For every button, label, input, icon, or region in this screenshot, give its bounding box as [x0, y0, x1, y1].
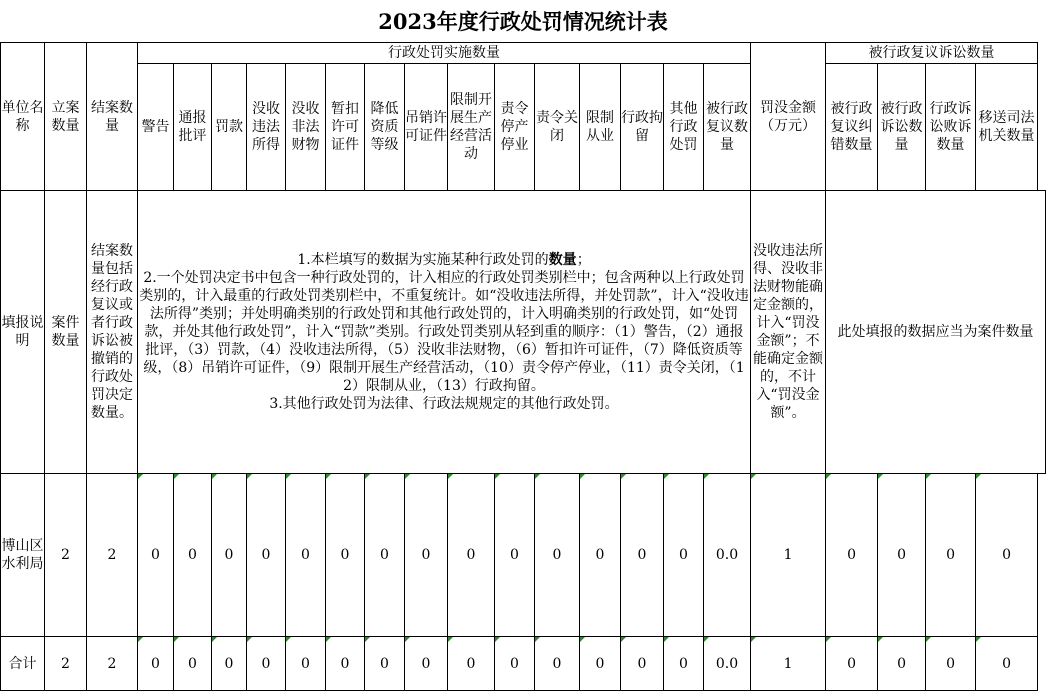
- header-type: 责令关闭: [535, 64, 580, 191]
- row-type-value: 0: [405, 637, 448, 691]
- header-filed: 立案数量: [45, 43, 87, 191]
- header-review: 被行政诉讼数量: [878, 64, 926, 191]
- header-type: 警告: [138, 64, 174, 191]
- row-type-value: 0: [664, 637, 704, 691]
- row-type-value: 0: [138, 474, 174, 637]
- row-closed: 2: [87, 474, 138, 637]
- row-filed: 2: [45, 637, 87, 691]
- header-type: 通报批评: [174, 64, 212, 191]
- notes-penalty: [138, 191, 751, 474]
- row-type-value: 0: [621, 474, 664, 637]
- row-type-value: 0: [286, 474, 326, 637]
- header-type: 其他行政处罚: [664, 64, 704, 191]
- notes-penalty-line: 3.其他行政处罚为法律、行政法规规定的其他行政处罚。: [269, 396, 619, 412]
- notes-row: [1, 191, 1046, 474]
- header-unit: 单位名称: [1, 43, 45, 191]
- row-type-value: 0: [535, 474, 580, 637]
- row-type-value: 0: [247, 637, 286, 691]
- row-type-value: 0: [212, 637, 247, 691]
- notes-confiscation: 没收违法所得、没收非法财物能确定金额的，计入“罚没金额”；不能确定金额的，不计入“罚没金额”。: [751, 191, 826, 474]
- header-type: 责令停产停业: [495, 64, 535, 191]
- header-type: 限制从业: [580, 64, 621, 191]
- row-review-value: 0: [878, 474, 926, 637]
- row-type-value: 0: [365, 637, 405, 691]
- row-type-value: 0: [365, 474, 405, 637]
- header-review-group: 被行政复议诉讼数量: [826, 43, 1038, 64]
- notes-closed: 结案数量包括经行政复议或者行政诉讼被撤销的行政处罚决定数量。: [87, 191, 138, 474]
- row-type-value: 0: [580, 474, 621, 637]
- row-type-value: 0: [405, 474, 448, 637]
- row-review-value: 0: [926, 474, 976, 637]
- row-review-value: 1: [751, 637, 826, 691]
- header-type: 暂扣许可证件: [326, 64, 365, 191]
- row-confiscation: 0.0: [704, 637, 751, 691]
- row-type-value: 0: [138, 637, 174, 691]
- header-type: 罚款: [212, 64, 247, 191]
- row-type-value: 0: [212, 474, 247, 637]
- header-closed: 结案数量: [87, 43, 138, 191]
- header-type: 吊销许可证件: [405, 64, 448, 191]
- row-type-value: 0: [495, 637, 535, 691]
- row-type-value: 0: [174, 474, 212, 637]
- header-review: 被行政复议数量: [704, 64, 751, 191]
- header-type: 降低资质等级: [365, 64, 405, 191]
- header-transfer: 移送司法机关数量: [976, 64, 1038, 191]
- row-type-value: 0: [664, 474, 704, 637]
- row-review-value: 1: [751, 474, 826, 637]
- header-review: 行政诉讼败诉数量: [926, 64, 976, 191]
- header-penalty-group: 行政处罚实施数量: [138, 43, 751, 64]
- row-type-value: 0: [535, 637, 580, 691]
- notes-penalty-emphasis: 数量: [548, 252, 577, 268]
- row-transfer: 0: [976, 474, 1038, 637]
- row-type-value: 0: [247, 474, 286, 637]
- notes-review: 此处填报的数据应当为案件数量: [826, 191, 1046, 474]
- notes-penalty-line: 1.本栏填写的数据为实施某种行政处罚的: [297, 252, 549, 268]
- row-review-value: 0: [878, 637, 926, 691]
- row-type-value: 0: [495, 474, 535, 637]
- notes-penalty-line: 2.一个处罚决定书中包含一种行政处罚的，计入相应的行政处罚类别栏中；包含两种以上行政处罚类别的，计入最重的行政处罚类别栏中，不重复统计。如“没收违法所得，并处罚款”，计入“没收违法所得”类别；并处明确类别的行政处罚和其他行政处罚的，计入明确类别的行政处罚，如“处罚款，并处其他行政处罚”，计入“罚款”类别。行政处罚类别从轻到重的顺序：（1）警告，（2）通报批评，（3）罚款，（4）没收违法所得，（5）没收非法财物，（6）暂扣许可证件，（7）降低资质等级，（8）吊销许可证件，（9）限制开展生产经营活动，（10）责令停产停业，（11）责令关闭，（12）限制从业，（13）行政拘留。: [139, 270, 749, 394]
- table-row-total: [1, 637, 1046, 691]
- notes-filed: 案件数量: [45, 191, 87, 474]
- notes-penalty-line: ；: [576, 252, 591, 268]
- header-confiscation: 罚没金额（万元）: [751, 43, 826, 191]
- row-type-value: 0: [174, 637, 212, 691]
- row-transfer: 0: [976, 637, 1038, 691]
- row-type-value: 0: [580, 637, 621, 691]
- row-review-value: 0: [926, 637, 976, 691]
- row-type-value: 0: [326, 637, 365, 691]
- header-type: 行政拘留: [621, 64, 664, 191]
- notes-label: 填报说明: [1, 191, 45, 474]
- header-type: 没收非法财物: [286, 64, 326, 191]
- row-type-value: 0: [448, 637, 495, 691]
- row-type-value: 0: [448, 474, 495, 637]
- row-type-value: 0: [621, 637, 664, 691]
- page-title: 2023年度行政处罚情况统计表: [378, 9, 668, 34]
- header-review: 被行政复议纠错数量: [826, 64, 878, 191]
- row-closed: 2: [87, 637, 138, 691]
- row-type-value: 0: [326, 474, 365, 637]
- row-unit-name: 博山区水利局: [1, 474, 45, 637]
- row-review-value: 0: [826, 474, 878, 637]
- row-review-value: 0: [826, 637, 878, 691]
- statistics-table: [0, 42, 1046, 691]
- header-type: 没收违法所得: [247, 64, 286, 191]
- row-confiscation: 0.0: [704, 474, 751, 637]
- table-row: [1, 474, 1046, 637]
- row-filed: 2: [45, 474, 87, 637]
- row-type-value: 0: [286, 637, 326, 691]
- row-unit-name: 合计: [1, 637, 45, 691]
- header-type: 限制开展生产经营活动: [448, 64, 495, 191]
